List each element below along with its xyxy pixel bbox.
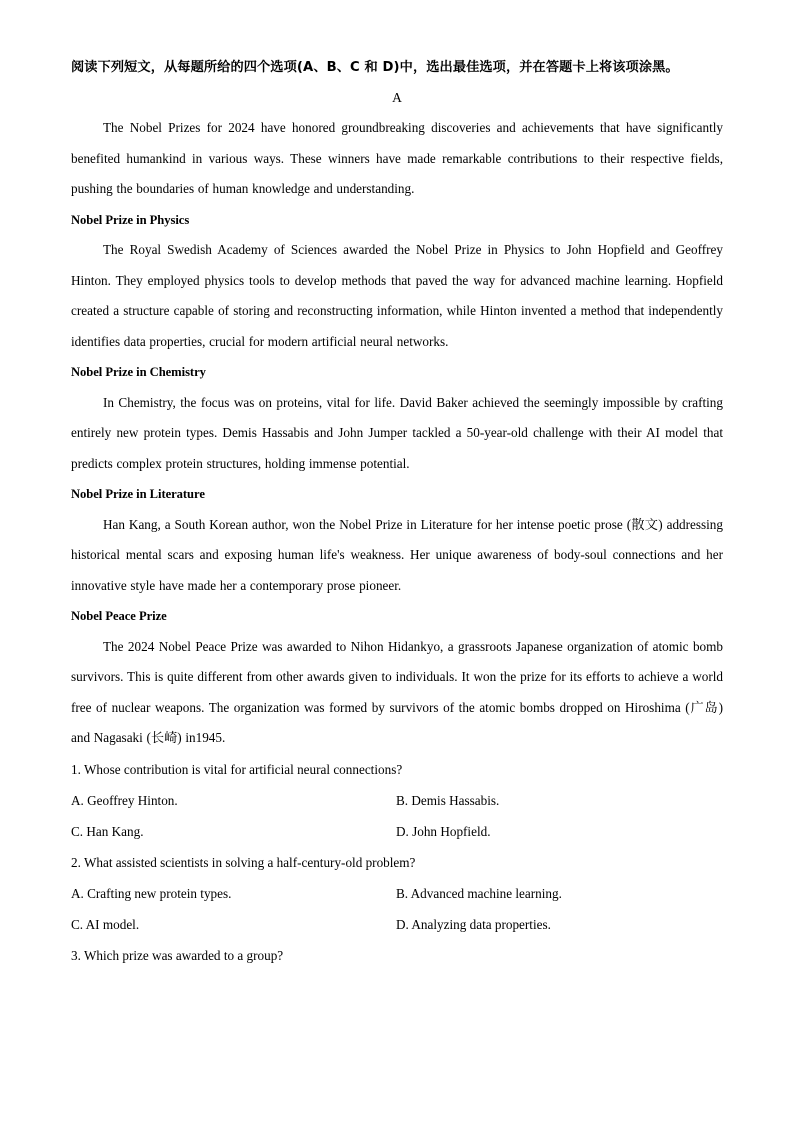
section-letter-heading: A: [392, 90, 402, 105]
subheading-peace: Nobel Peace Prize: [71, 609, 167, 623]
question-1-option-d[interactable]: D. John Hopfield.: [396, 823, 491, 839]
question-2-options-row-1: [71, 878, 723, 909]
subheading-physics: Nobel Prize in Physics: [71, 212, 190, 227]
question-2-option-d[interactable]: D. Analyzing data properties.: [396, 916, 551, 932]
paragraph-peace: The 2024 Nobel Peace Prize was awarded to Nihon Hidankyo, a grassroots Japanese organization of atomic bomb survivors. This is quite different from other awards given to individuals. It won the prize for its efforts to achieve a world free of nuclear weapons. The organization was formed by survivors of the atomic bombs dropped on Hiroshima (广岛) and Nagasaki (长崎) in1945.: [71, 638, 723, 745]
question-3-stem: 3. Which prize was awarded to a group?: [71, 947, 284, 963]
question-2-options-row-2: [71, 909, 723, 940]
paragraph-physics: The Royal Swedish Academy of Sciences awarded the Nobel Prize in Physics to John Hopfield and Geoffrey Hinton. They employed physics tools to develop methods that paved the way for advanced machine learning. Hopfield created a structure capable of storing and reconstructing information, while Hinton invented a method that independently identifies data properties, crucial for modern artificial neural networks.: [71, 242, 723, 349]
question-1-options-row-2: [71, 816, 723, 847]
question-2-stem: 2. What assisted scientists in solving a half-century-old problem?: [71, 854, 416, 870]
question-2-option-c[interactable]: C. AI model.: [71, 916, 140, 932]
question-1-options-row-1: [71, 785, 723, 816]
question-2-option-a[interactable]: A. Crafting new protein types.: [71, 885, 232, 901]
subheading-chemistry: Nobel Prize in Chemistry: [71, 365, 206, 379]
reading-instruction: 阅读下列短文，从每题所给的四个选项(A、B、C 和 D)中，选出最佳选项，并在答题卡上将该项涂黑。: [71, 60, 679, 75]
document-content: [71, 55, 723, 971]
paragraph-chemistry: In Chemistry, the focus was on proteins, vital for life. David Baker achieved the seemingly impossible by crafting entirely new protein types. Demis Hassabis and John Jumper tackled a 50-year-old challenge with their AI model that predicts complex protein structures, holding immense potential.: [71, 394, 723, 471]
paragraph-literature: Han Kang, a South Korean author, won the Nobel Prize in Literature for her intense poetic prose (散文) addressing historical mental scars and exposing human life's weakness. Her unique awareness of body-soul connections and her innovative style have made her a contemporary prose pioneer.: [71, 516, 723, 593]
question-1-stem: 1. Whose contribution is vital for artificial neural connections?: [71, 761, 403, 777]
question-2-option-b[interactable]: B. Advanced machine learning.: [396, 885, 562, 901]
question-1-option-c[interactable]: C. Han Kang.: [71, 823, 144, 839]
intro-paragraph: The Nobel Prizes for 2024 have honored groundbreaking discoveries and achievements that have significantly benefited humankind in various ways. These winners have made remarkable contributions to their respective fields, pushing the boundaries of human knowledge and understanding.: [71, 120, 723, 196]
question-1-option-a[interactable]: A. Geoffrey Hinton.: [71, 792, 178, 808]
subheading-literature: Nobel Prize in Literature: [71, 487, 205, 501]
question-1-option-b[interactable]: B. Demis Hassabis.: [396, 792, 500, 808]
